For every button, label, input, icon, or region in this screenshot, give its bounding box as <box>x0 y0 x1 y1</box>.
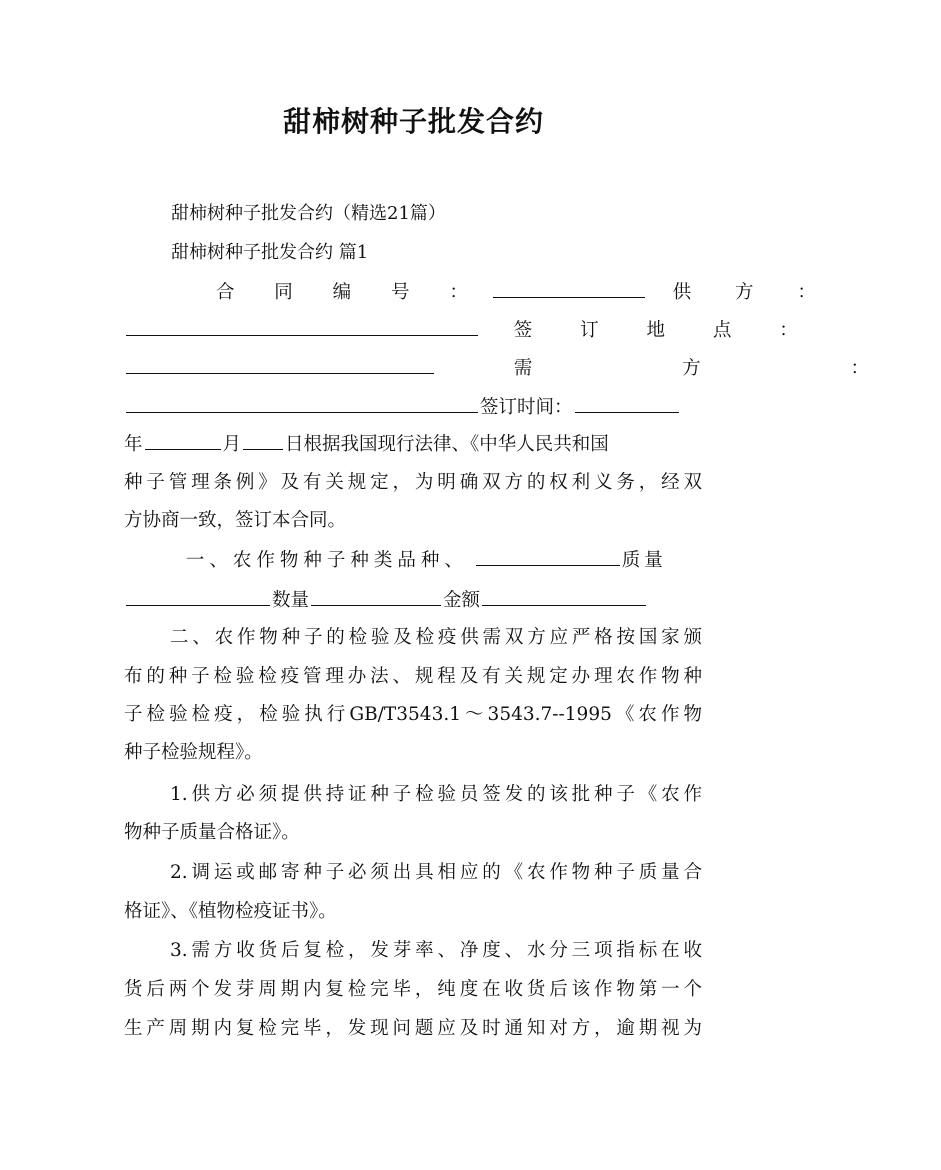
day-text: 日根据我国现行法律、《中华人民共和国 <box>285 434 609 455</box>
para3-line2: 物种子质量合格证》。 <box>124 822 300 843</box>
buyer-label: 需 方 ： <box>513 358 941 379</box>
date-row <box>124 429 702 459</box>
document-subtitle: 甜柿树种子批发合约（精选21篇） <box>171 203 446 224</box>
year-label: 年 <box>124 434 143 455</box>
para5-line2: 货后两个发芽周期内复检完毕，纯度在收货后该作物第一个 <box>124 979 702 1000</box>
sign-place-blank <box>126 353 434 374</box>
item1-row <box>124 545 702 575</box>
item1-variety-blank <box>476 545 620 566</box>
contract-number-label: 合 同 编 号 ： <box>215 282 485 303</box>
item1-label: 一、农作物种子种类品种、 <box>185 550 468 571</box>
para2-line3: 子检验检疫，检验执行GB/T3543.1～3543.7--1995《农作物 <box>124 704 702 725</box>
amount-blank <box>482 585 646 606</box>
supplier-label: 供 方 ： <box>672 282 835 303</box>
para4-line2: 格证》、《植物检疫证书》。 <box>124 901 337 922</box>
document-title: 甜柿树种子批发合约 <box>282 105 544 138</box>
quality-blank <box>126 585 270 606</box>
day-blank <box>243 429 283 450</box>
sign-time-label: 签订时间： <box>480 397 573 418</box>
item1-row2 <box>124 585 702 615</box>
para2-line1: 二、农作物种子的检验及检疫供需双方应严格按国家颁 <box>170 627 702 648</box>
para5-line3: 生产周期内复检完毕，发现问题应及时通知对方，逾期视为 <box>124 1018 702 1039</box>
amount-label: 金额 <box>443 590 481 611</box>
supplier-blank <box>126 315 478 336</box>
buyer-row <box>124 353 941 383</box>
para1-line2: 种子管理条例》及有关规定，为明确双方的权利义务，经双 <box>124 472 702 493</box>
para3-line1: 1.供方必须提供持证种子检验员签发的该批种子《农作 <box>170 784 702 805</box>
sign-place-label: 签 订 地 点 ： <box>513 320 819 341</box>
quantity-blank <box>311 585 441 606</box>
sign-place-row <box>124 315 819 345</box>
section-heading: 甜柿树种子批发合约 篇1 <box>171 242 369 263</box>
item1-quality-label: 质量 <box>621 550 667 571</box>
para2-line4: 种子检验规程》。 <box>124 742 263 763</box>
contract-number-blank <box>493 277 645 298</box>
sign-time-row <box>124 392 702 422</box>
para2-line2: 布的种子检验检疫管理办法、规程及有关规定办理农作物种 <box>124 666 702 687</box>
contract-number-row <box>124 277 835 307</box>
month-label: 月 <box>222 434 242 455</box>
sign-time-year-blank <box>575 392 679 413</box>
quantity-label: 数量 <box>272 590 310 611</box>
para4-line1: 2.调运或邮寄种子必须出具相应的《农作物种子质量合 <box>170 862 702 883</box>
month-blank <box>145 429 221 450</box>
buyer-blank <box>126 392 478 413</box>
para1-line3: 方协商一致，签订本合同。 <box>124 510 347 531</box>
para5-line1: 3.需方收货后复检，发芽率、净度、水分三项指标在收 <box>170 940 702 961</box>
